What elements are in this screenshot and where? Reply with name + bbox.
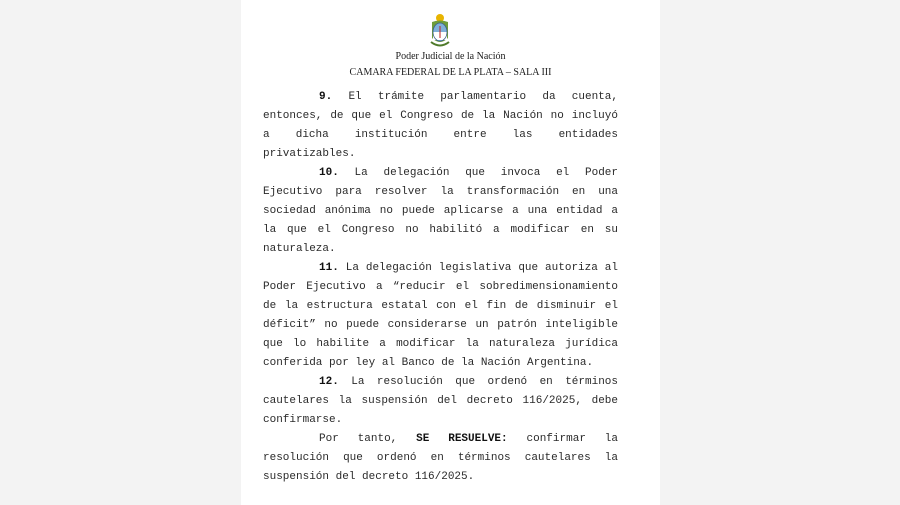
paragraph-9 (263, 88, 618, 164)
paragraph-number: 10. (319, 167, 339, 179)
court-name: Poder Judicial de la Nación (395, 51, 506, 62)
resolution-prefix: Por tanto, (319, 433, 417, 445)
paragraph-text: La delegación legislativa que autoriza al Poder Ejecutivo a “reducir el sobredimensionamiento de la estructura estatal con el fin de disminuir el déficit” no puede considerarse un patrón inteligible que lo habilite a modificar la naturaleza jurídica conferida por ley al Banco de la Nación Argentina. (263, 262, 618, 369)
paragraph-number: 9. (319, 91, 333, 103)
paragraph-10 (263, 164, 618, 259)
paragraph-11 (263, 259, 618, 373)
coat-of-arms-icon (427, 12, 453, 50)
paragraph-text: La delegación que invoca el Poder Ejecutivo para resolver la transformación en una sociedad anónima no puede aplicarse a una entidad a la que el Congreso no habilitó a modificar en su naturaleza. (263, 167, 618, 255)
paragraph-text: El trámite parlamentario da cuenta, entonces, de que el Congreso de la Nación no incluyó a dicha institución entre las entidades privatizables. (263, 91, 618, 160)
document-body (263, 88, 618, 487)
paragraph-12 (263, 373, 618, 430)
paragraph-number: 12. (319, 376, 339, 388)
chamber-name: CAMARA FEDERAL DE LA PLATA – SALA III (349, 67, 552, 78)
resolution-text: confirmar la resolución que ordenó en términos cautelares la suspensión del decreto 116/2025. (263, 433, 618, 483)
resolution-keyword: SE RESUELVE: (416, 433, 508, 445)
paragraph-number: 11. (319, 262, 339, 274)
paragraph-text: La resolución que ordenó en términos cautelares la suspensión del decreto 116/2025, debe confirmarse. (263, 376, 619, 426)
document-page (241, 0, 660, 505)
resolution-paragraph (263, 430, 618, 487)
